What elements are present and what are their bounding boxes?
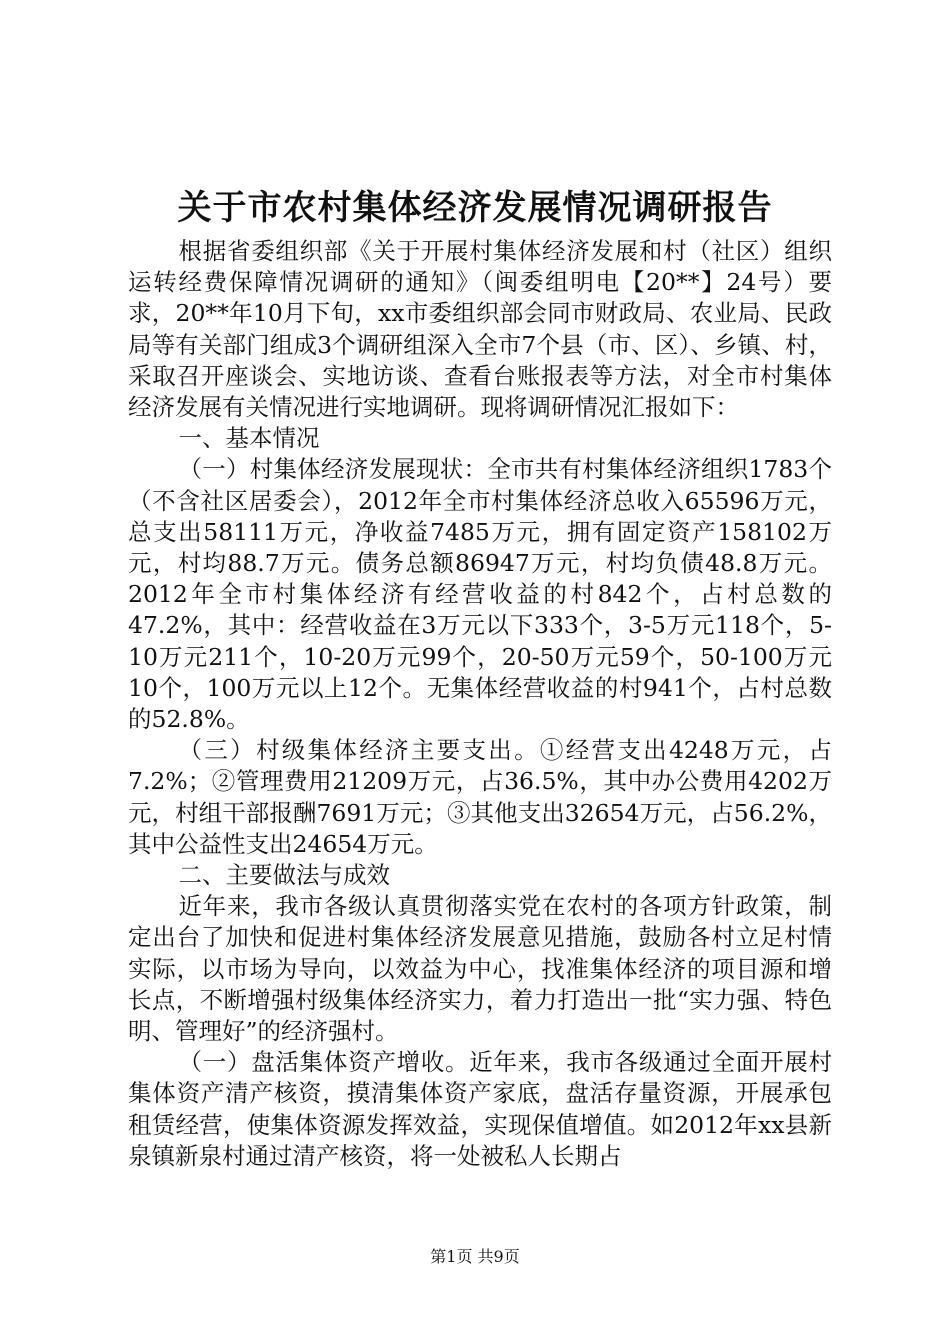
page-footer: 第1页 共9页 [430, 1247, 520, 1266]
document-title: 关于市农村集体经济发展情况调研报告 [177, 188, 773, 228]
document-body [128, 236, 832, 1172]
heading-basic-situation: 一、基本情况 [178, 424, 320, 453]
paragraph-intro: 根据省委组织部《关于开展村集体经济发展和村（社区）组织运转经费保障情况调研的通知》（闽委组明电【20**】24号）要求，20**年10月下旬，xx市委组织部会同市财政局、农业局、民政局等有关部门组成3个调研组深入全市7个县（市、区）、乡镇、村，采取召开座谈会、实地访谈、查看台账报表等方法，对全市村集体经济发展有关情况进行实地调研。现将调研情况汇报如下： [128, 237, 832, 422]
paragraph-revitalize-assets: （一）盘活集体资产增收。近年来，我市各级通过全面开展村集体资产清产核资，摸清集体资产家底，盘活存量资源，开展承包租赁经营，使集体资源发挥效益，实现保值增值。如2012年xx县新泉镇新泉村通过清产核资，将一处被私人长期占 [128, 1048, 832, 1170]
paragraph-recent-years: 近年来，我市各级认真贯彻落实党在农村的各项方针政策，制定出台了加快和促进村集体经济发展意见措施，鼓励各村立足村情实际，以市场为导向，以效益为中心，找准集体经济的项目源和增长点，不断增强村级集体经济实力，着力打造出一批“实力强、特色明、管理好”的经济强村。 [128, 892, 832, 1046]
heading-practices-results: 二、主要做法与成效 [178, 861, 391, 890]
paragraph-current-status: （一）村集体经济发展现状：全市共有村集体经济组织1783个（不含社区居委会），2012年全市村集体经济总收入65596万元，总支出58111万元，净收益7485万元，拥有固定资产158102万元，村均88.7万元。债务总额86947万元，村均负债48.8万元。2012年全市村集体经济有经营收益的村842个，占村总数的47.2%，其中：经营收益在3万元以下333个，3-5万元118个，5-10万元211个，10-20万元99个，20-50万元59个，50-100万元10个，100万元以上12个。无集体经营收益的村941个，占村总数的52.8%。 [128, 455, 832, 734]
paragraph-main-expenses: （三）村级集体经济主要支出。①经营支出4248万元，占7.2%；②管理费用21209万元，占36.5%，其中办公费用4202万元，村组干部报酬7691万元；③其他支出32654万元，占56.2%，其中公益性支出24654万元。 [128, 736, 832, 858]
